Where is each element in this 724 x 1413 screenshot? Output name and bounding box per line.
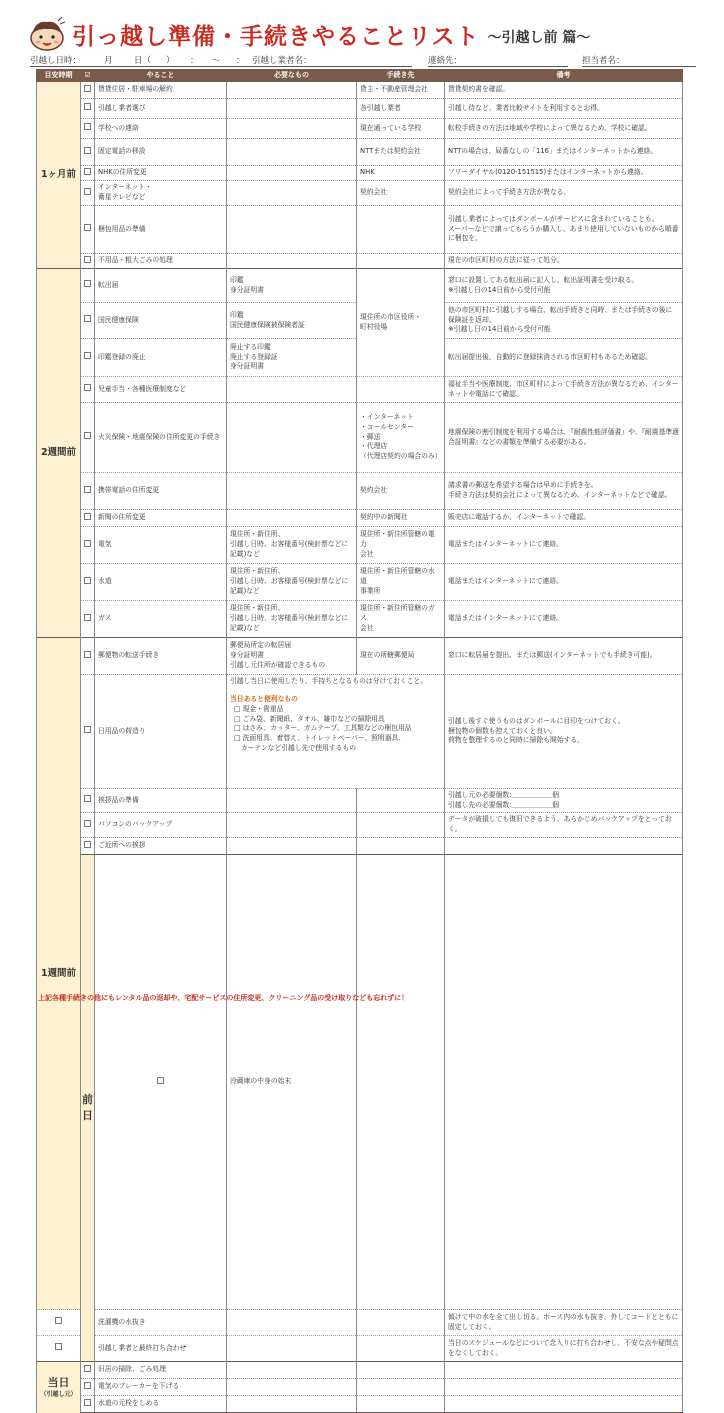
note-cell bbox=[445, 1396, 683, 1413]
need-cell: 現住所・新住所、 引越し日時、お客様番号(検針票などに記載)など bbox=[227, 601, 357, 638]
info-line bbox=[30, 54, 696, 68]
where-cell bbox=[357, 1379, 445, 1396]
where-cell: 現住所・新住所管轄の電力 会社 bbox=[357, 527, 445, 564]
note-cell: 引越し業者によってはダンボールがサービスに含まれていることも。 スーパーなどで譲ってもらうか購入し、あまり使用していないものから順番に梱包を。 bbox=[445, 206, 683, 254]
task-checkbox[interactable] bbox=[81, 303, 95, 339]
task-cell: 水道の元栓をしめる bbox=[95, 1396, 227, 1413]
packing-intro: 引越し当日に使用したり、手持ちとなるものは分けておくこと。 bbox=[230, 677, 428, 685]
need-cell bbox=[227, 82, 357, 99]
note-cell: 請求書の郵送を希望する場合は早めに手続きを。 手続き方法は契約会社によって異なるため、インターネットなどで確認。 bbox=[445, 473, 683, 510]
table-row bbox=[37, 564, 683, 601]
need-cell bbox=[227, 510, 357, 527]
note-cell: 賃貸契約書を確認。 bbox=[445, 82, 683, 99]
task-cell: 賃貸住居・駐車場の解約 bbox=[95, 82, 227, 99]
packing-item: □ ごみ袋、新聞紙、タオル、雑巾などの掃除用具 bbox=[234, 714, 385, 723]
task-checkbox[interactable] bbox=[95, 855, 227, 1310]
need-cell: 現住所・新住所、 引越し日時、お客様番号(検針票などに記載)など bbox=[227, 564, 357, 601]
page-subtitle: 〜引越し前 篇〜 bbox=[487, 30, 591, 46]
task-checkbox[interactable] bbox=[81, 82, 95, 99]
where-cell bbox=[357, 1310, 445, 1336]
packing-item: □ はさみ、カッター、ガムテープ、工具類などの梱包用品 bbox=[234, 724, 412, 733]
task-checkbox[interactable] bbox=[81, 206, 95, 254]
table-row bbox=[37, 510, 683, 527]
task-cell: 日用品の荷造り bbox=[95, 675, 227, 789]
mascot-icon bbox=[28, 16, 66, 52]
where-cell bbox=[357, 206, 445, 254]
task-cell: インターネット・ 衛星テレビなど bbox=[95, 181, 227, 206]
table-row bbox=[37, 119, 683, 139]
task-cell: 引越し業者選び bbox=[95, 99, 227, 119]
note-cell: 当日のスケジュールなどについて念入りに打ち合わせし、不安な点や疑問点をなくしておく。 bbox=[445, 1336, 683, 1362]
table-row bbox=[37, 181, 683, 206]
period-one-week: 1週間前 bbox=[37, 638, 81, 1310]
task-checkbox[interactable] bbox=[81, 601, 95, 638]
where-cell: 契約中の新聞社 bbox=[357, 510, 445, 527]
task-cell: 転出届 bbox=[95, 269, 227, 303]
weekday-paren: ） bbox=[166, 56, 175, 66]
task-cell: 不用品・粗大ごみの処理 bbox=[95, 254, 227, 269]
table-row bbox=[37, 206, 683, 254]
where-cell bbox=[357, 789, 445, 813]
where-cell bbox=[357, 377, 445, 403]
task-cell: 引越し業者と最終打ち合わせ bbox=[95, 1336, 227, 1362]
task-cell: ガス bbox=[95, 601, 227, 638]
task-cell: 学校への連絡 bbox=[95, 119, 227, 139]
task-cell: 印鑑登録の廃止 bbox=[95, 339, 227, 377]
need-cell bbox=[227, 119, 357, 139]
note-cell: 引越し後すぐ使うものはダンボールに目印をつけておく。 梱包物の個数も控えておくと良い。 荷物を整理するのと同時に掃除も開始する。 bbox=[445, 675, 683, 789]
where-cell: NHK bbox=[357, 166, 445, 181]
task-cell: パソコンのバックアップ bbox=[95, 813, 227, 838]
table-row bbox=[37, 403, 683, 473]
task-checkbox[interactable] bbox=[81, 139, 95, 166]
task-cell: 電気 bbox=[95, 527, 227, 564]
where-cell bbox=[357, 254, 445, 269]
header-check: ☑ bbox=[81, 70, 95, 82]
table-row bbox=[37, 1362, 683, 1379]
task-cell: 旧居の掃除、ごみ処理 bbox=[95, 1362, 227, 1379]
table-row bbox=[37, 675, 683, 789]
task-checkbox[interactable] bbox=[81, 638, 95, 675]
task-checkbox[interactable] bbox=[81, 403, 95, 473]
note-cell: 転出届提出後、自動的に登録抹消される市区町村もあるため確認。 bbox=[445, 339, 683, 377]
task-checkbox[interactable] bbox=[81, 527, 95, 564]
note-cell: データが破損しても復旧できるよう、あらかじめバックアップをとっておく。 bbox=[445, 813, 683, 838]
need-cell bbox=[227, 99, 357, 119]
period-two-weeks: 2週間前 bbox=[37, 269, 81, 638]
table-row bbox=[37, 99, 683, 119]
need-cell bbox=[227, 789, 357, 813]
note-cell: 電話またはインターネットにて連絡。 bbox=[445, 527, 683, 564]
where-cell bbox=[445, 855, 683, 1310]
task-checkbox[interactable] bbox=[81, 813, 95, 838]
task-cell: 挨拶品の準備 bbox=[95, 789, 227, 813]
note-cell: 福祉手当や医療制度、市区町村によって手続き方法が異なるため、インターネットや電話にて確認。 bbox=[445, 377, 683, 403]
table-row bbox=[37, 254, 683, 269]
task-checkbox[interactable] bbox=[81, 181, 95, 206]
need-cell bbox=[227, 813, 357, 838]
task-cell: 梱包用品の準備 bbox=[95, 206, 227, 254]
task-cell: 電気のブレーカーを下げる bbox=[95, 1379, 227, 1396]
task-checkbox[interactable] bbox=[81, 473, 95, 510]
need-cell bbox=[227, 1336, 357, 1362]
note-cell: 地震保険の割引制度を利用する場合は、『耐震性能評価書』や、『耐震基準適合証明書』などの書類を準備する必要がある。 bbox=[445, 403, 683, 473]
where-cell: NTTまたは契約会社 bbox=[357, 139, 445, 166]
table-row bbox=[37, 638, 683, 675]
task-checkbox[interactable] bbox=[81, 99, 95, 119]
time-colon-2: ： bbox=[236, 56, 245, 66]
note-cell: 引越し元の必要個数:＿＿＿＿＿＿個 引越し先の必要個数:＿＿＿＿＿＿個 bbox=[445, 789, 683, 813]
checklist-table bbox=[36, 69, 683, 1413]
where-cell bbox=[357, 838, 445, 855]
note-cell: 契約会社によって手続き方法が異なる。 bbox=[445, 181, 683, 206]
table-row bbox=[37, 855, 683, 1310]
contact-label: 連絡先： bbox=[428, 56, 463, 66]
header-where: 手続き先 bbox=[357, 70, 445, 82]
note-cell: 窓口に設置してある転出届に記入し、転出証明書を受け取る。 ※引越し日の14日前から受付可能 bbox=[445, 269, 683, 303]
note-cell: NTTの場合は、局番なしの「116」またはインターネットから連絡。 bbox=[445, 139, 683, 166]
note-cell bbox=[445, 838, 683, 855]
task-checkbox[interactable] bbox=[81, 564, 95, 601]
need-cell bbox=[227, 473, 357, 510]
note-cell: 傾けて中の水を全て出し切る。ホース内の水も抜き、外してコードとともに固定しておく。 bbox=[445, 1310, 683, 1336]
footer-note: 上記各種手続きの他にもレンタル品の返却や、宅配サービスの住所変更、クリーニング品の受け取りなども忘れずに！ bbox=[38, 994, 409, 1002]
need-cell bbox=[227, 254, 357, 269]
note-cell: 転校手続きの方法は地域や学校によって異なるため、学校に確認。 bbox=[445, 119, 683, 139]
packing-list-cell bbox=[227, 675, 445, 789]
where-cell: 現住所・新住所管轄のガス 会社 bbox=[357, 601, 445, 638]
note-cell: 引越し侍など、業者比較サイトを利用するとお得。 bbox=[445, 99, 683, 119]
table-row bbox=[37, 139, 683, 166]
task-cell: 洗濯機の水抜き bbox=[95, 1310, 227, 1336]
task-checkbox[interactable] bbox=[81, 675, 95, 789]
task-checkbox[interactable] bbox=[37, 1310, 81, 1336]
need-cell bbox=[227, 1310, 357, 1336]
note-cell: 他の市区町村に引越しする場合、転出手続きと同時、または手続きの後に保険証を返却。 ※引越し日の14日前から受付可能 bbox=[445, 303, 683, 339]
need-cell bbox=[227, 1379, 357, 1396]
task-checkbox[interactable] bbox=[81, 254, 95, 269]
period-moving-day-label: 当日 bbox=[47, 1376, 70, 1390]
need-cell bbox=[227, 377, 357, 403]
where-cell: 契約会社 bbox=[357, 181, 445, 206]
period-day-before bbox=[81, 855, 95, 1362]
moving-date-label: 引越し日時： bbox=[30, 56, 82, 66]
need-cell bbox=[227, 206, 357, 254]
need-cell bbox=[227, 139, 357, 166]
table-row bbox=[37, 269, 683, 303]
packing-heading: 当日あると便利なもの bbox=[230, 694, 298, 703]
need-cell bbox=[227, 838, 357, 855]
where-cell: 現在通っている学校 bbox=[357, 119, 445, 139]
note-cell: フリーダイヤル(0120-151515)またはインターネットから連絡。 bbox=[445, 166, 683, 181]
time-tilde: 〜 bbox=[212, 56, 221, 66]
task-cell: 児童手当・各種医療制度など bbox=[95, 377, 227, 403]
where-cell bbox=[357, 1362, 445, 1379]
need-cell bbox=[357, 855, 445, 1310]
packing-item: □ 洗面用具、着替え、トイレットペーパー、照明器具、 カーテンなど引越し先で使用するもの bbox=[234, 734, 406, 753]
task-cell: 郵便物の転送手続き bbox=[95, 638, 227, 675]
period-moving-day-sub: （引越し元） bbox=[40, 1391, 77, 1399]
task-checkbox[interactable] bbox=[37, 1336, 81, 1362]
where-cell: 現在の所轄郵便局 bbox=[357, 638, 445, 675]
header-need: 必要なもの bbox=[227, 70, 357, 82]
task-cell: 固定電話の移設 bbox=[95, 139, 227, 166]
where-cell bbox=[357, 1396, 445, 1413]
month-label: 月 bbox=[104, 56, 113, 66]
staff-underline bbox=[582, 66, 696, 67]
table-row bbox=[37, 377, 683, 403]
staff-label: 担当者名： bbox=[582, 56, 625, 66]
task-checkbox[interactable] bbox=[81, 789, 95, 813]
table-row bbox=[37, 1379, 683, 1396]
table-row bbox=[37, 1310, 683, 1336]
where-cell bbox=[357, 1336, 445, 1362]
where-cell bbox=[357, 813, 445, 838]
table-row bbox=[37, 601, 683, 638]
page-title: 引っ越し準備・手続きやることリスト bbox=[72, 23, 480, 50]
task-cell: ご近所への挨拶 bbox=[95, 838, 227, 855]
task-cell: 水道 bbox=[95, 564, 227, 601]
where-cell: ・インターネット ・コールセンター ・郵送 ・代理店 （代理店契約の場合のみ） bbox=[357, 403, 445, 473]
task-checkbox[interactable] bbox=[81, 1379, 95, 1396]
table-row bbox=[37, 813, 683, 838]
table-row bbox=[37, 473, 683, 510]
table-row bbox=[37, 789, 683, 813]
period-moving-day bbox=[37, 1362, 81, 1413]
task-checkbox[interactable] bbox=[81, 377, 95, 403]
note-cell: 窓口に転居届を提出、または郵送(インターネットでも手続き可能)。 bbox=[445, 638, 683, 675]
header-period: 目安時期 bbox=[37, 70, 81, 82]
note-cell bbox=[445, 1379, 683, 1396]
task-cell: 携帯電話の住所変更 bbox=[95, 473, 227, 510]
task-cell: NHKの住所変更 bbox=[95, 166, 227, 181]
need-cell: 印鑑 身分証明書 bbox=[227, 269, 357, 303]
where-cell: 現住所の市区役所・ 町村役場 bbox=[357, 269, 445, 377]
table-row bbox=[37, 1336, 683, 1362]
note-cell: 電話またはインターネットにて連絡。 bbox=[445, 601, 683, 638]
need-cell: 現住所・新住所、 引越し日時、お客様番号(検針票などに記載)など bbox=[227, 527, 357, 564]
task-checkbox[interactable] bbox=[81, 838, 95, 855]
table-row bbox=[37, 527, 683, 564]
where-cell: 各引越し業者 bbox=[357, 99, 445, 119]
packing-item: □ 現金・貴重品 bbox=[234, 704, 284, 713]
task-cell: 国民健康保険 bbox=[95, 303, 227, 339]
table-row bbox=[37, 838, 683, 855]
task-checkbox[interactable] bbox=[81, 510, 95, 527]
note-cell: 現在の市区町村の方法に従って処分。 bbox=[445, 254, 683, 269]
date-underline bbox=[30, 66, 252, 67]
task-checkbox[interactable] bbox=[81, 269, 95, 303]
need-cell bbox=[227, 166, 357, 181]
contact-underline bbox=[428, 66, 568, 67]
task-cell: 新聞の住所変更 bbox=[95, 510, 227, 527]
task-cell: 冷蔵庫の中身の始末 bbox=[227, 855, 357, 1310]
table-row bbox=[37, 82, 683, 99]
need-cell bbox=[227, 1396, 357, 1413]
task-checkbox[interactable] bbox=[81, 119, 95, 139]
header-note: 備考 bbox=[445, 70, 683, 82]
where-cell: 現住所・新住所管轄の水道 事業所 bbox=[357, 564, 445, 601]
need-cell bbox=[227, 181, 357, 206]
need-cell: 廃止する印鑑 廃止する登録証 身分証明書 bbox=[227, 339, 357, 377]
note-cell bbox=[445, 1362, 683, 1379]
task-cell: 火災保険・地震保険の住所変更の手続き bbox=[95, 403, 227, 473]
period-one-month: 1ヶ月前 bbox=[37, 82, 81, 269]
note-cell: 電話またはインターネットにて連絡。 bbox=[445, 564, 683, 601]
mover-underline bbox=[252, 66, 412, 67]
where-cell: 貸主・不動産管理会社 bbox=[357, 82, 445, 99]
mover-label: 引越し業者名： bbox=[252, 56, 312, 66]
note-cell: 販売店に電話するか、インターネットで確認。 bbox=[445, 510, 683, 527]
where-cell: 契約会社 bbox=[357, 473, 445, 510]
page-header bbox=[28, 16, 590, 52]
task-checkbox[interactable] bbox=[81, 1362, 95, 1379]
time-colon-1: ： bbox=[190, 56, 199, 66]
day-label: 日（ bbox=[134, 56, 152, 66]
task-checkbox[interactable] bbox=[81, 166, 95, 181]
task-checkbox[interactable] bbox=[81, 1396, 95, 1413]
task-checkbox[interactable] bbox=[81, 339, 95, 377]
need-cell bbox=[227, 1362, 357, 1379]
need-cell: 郵便局所定の転居届 身分証明書 引越し元住所が確認できるもの bbox=[227, 638, 357, 675]
period-day-before-label: 前日 bbox=[82, 1093, 93, 1123]
table-header-row bbox=[37, 70, 683, 82]
need-cell bbox=[227, 403, 357, 473]
need-cell: 印鑑 国民健康保険被保険者証 bbox=[227, 303, 357, 339]
table-row bbox=[37, 1396, 683, 1413]
table-row bbox=[37, 166, 683, 181]
header-task: やること bbox=[95, 70, 227, 82]
